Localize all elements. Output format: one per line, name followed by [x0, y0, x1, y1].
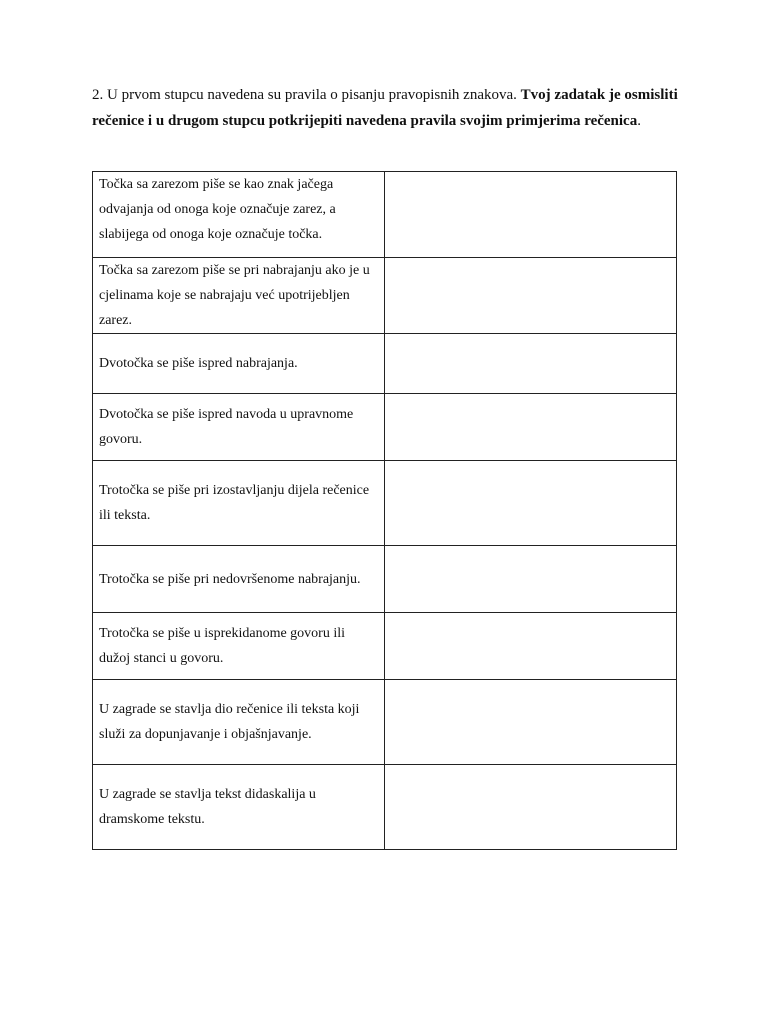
answer-cell[interactable] [385, 334, 677, 394]
table-row [93, 461, 677, 546]
table-row [93, 334, 677, 394]
answer-cell[interactable] [385, 461, 677, 546]
rules-table [92, 171, 677, 850]
rule-cell: Trotočka se piše u isprekidanome govoru ili dužoj stanci u govoru. [93, 613, 385, 680]
task-intro: U prvom stupcu navedena su pravila o pisanju pravopisnih znakova. [107, 87, 517, 103]
table-row [93, 680, 677, 765]
task-number: 2. [92, 87, 104, 103]
rule-cell: Dvotočka se piše ispred nabrajanja. [93, 334, 385, 394]
rule-cell: Dvotočka se piše ispred navoda u upravnome govoru. [93, 394, 385, 461]
task-instructions [92, 82, 682, 134]
task-bold-instruction: Tvoj zadatak je osmisliti rečenice i u drugom stupcu potkrijepiti navedena pravila svojim primjerima rečenica [92, 87, 678, 129]
table-row [93, 394, 677, 461]
answer-cell[interactable] [385, 765, 677, 850]
answer-cell[interactable] [385, 546, 677, 613]
table-row [93, 546, 677, 613]
table-row [93, 765, 677, 850]
rule-cell: U zagrade se stavlja tekst didaskalija u dramskome tekstu. [93, 765, 385, 850]
rule-cell: Točka sa zarezom piše se pri nabrajanju ako je u cjelinama koje se nabrajaju već upotrijebljen zarez. [93, 258, 385, 334]
table-row [93, 258, 677, 334]
table-row [93, 172, 677, 258]
answer-cell[interactable] [385, 613, 677, 680]
answer-cell[interactable] [385, 258, 677, 334]
rule-cell: Točka sa zarezom piše se kao znak jačega odvajanja od onoga koje označuje zarez, a slabijega od onoga koje označuje točka. [93, 172, 385, 258]
rule-cell: U zagrade se stavlja dio rečenice ili teksta koji služi za dopunjavanje i objašnjavanje. [93, 680, 385, 765]
task-end-punct: . [637, 113, 641, 129]
rule-cell: Trotočka se piše pri nedovršenome nabrajanju. [93, 546, 385, 613]
table-row [93, 613, 677, 680]
answer-cell[interactable] [385, 680, 677, 765]
rule-cell: Trotočka se piše pri izostavljanju dijela rečenice ili teksta. [93, 461, 385, 546]
answer-cell[interactable] [385, 394, 677, 461]
answer-cell[interactable] [385, 172, 677, 258]
